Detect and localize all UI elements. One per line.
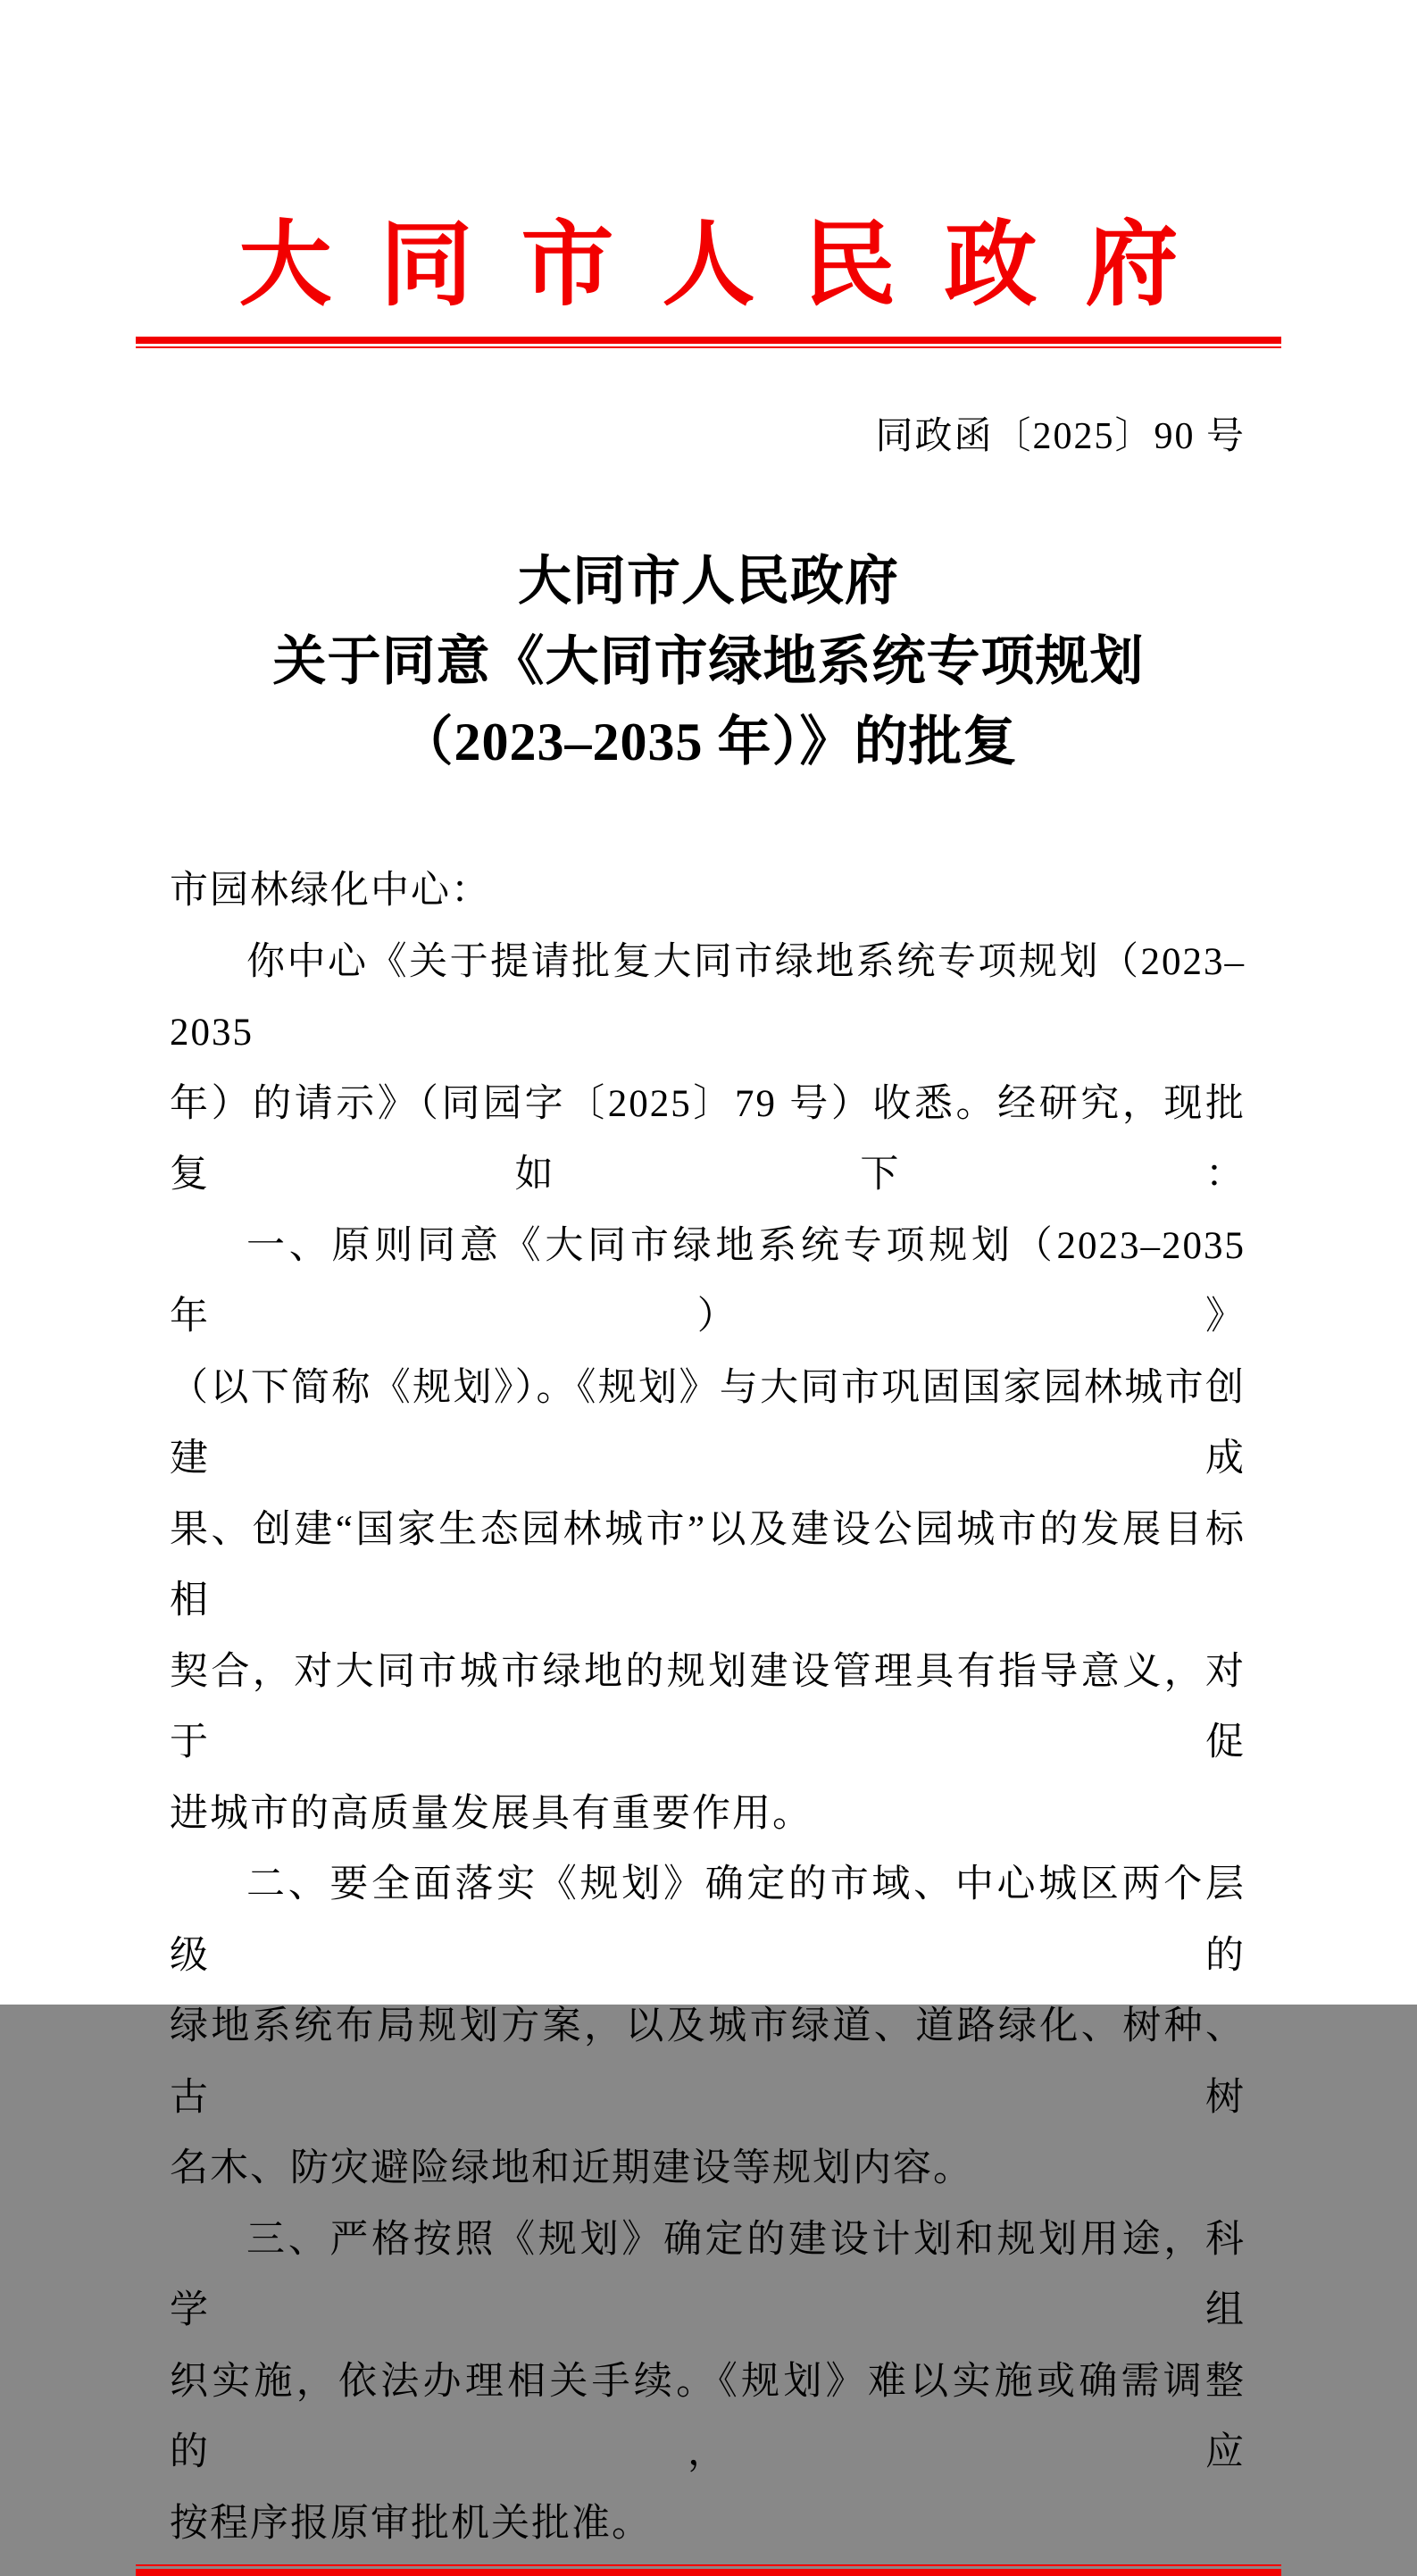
body-line: 进城市的高质量发展具有重要作用。 bbox=[170, 1792, 813, 1835]
document-body bbox=[170, 855, 1246, 2559]
body-line: 你中心《关于提请批复大同市绿地系统专项规划（2023–2035 bbox=[170, 940, 1246, 1054]
footer-divider bbox=[136, 2564, 1281, 2576]
body-line: 按程序报原审批机关批准。 bbox=[170, 2502, 652, 2545]
body-line: 契合，对大同市城市绿地的规划建设管理具有指导意义，对于促 bbox=[170, 1650, 1246, 1763]
body-line: 市园林绿化中心： bbox=[170, 870, 491, 912]
letterhead bbox=[0, 0, 1417, 317]
body-line: 一、原则同意《大同市绿地系统专项规划（2023–2035 年）》 bbox=[170, 1224, 1246, 1338]
letterhead-org-name: 大同市人民政府 bbox=[238, 214, 1227, 317]
header-divider bbox=[136, 337, 1281, 348]
title-line: 关于同意《大同市绿地系统专项规划 bbox=[272, 632, 1145, 691]
document-title bbox=[0, 541, 1417, 782]
body-line: 名木、防灾避险绿地和近期建设等规划内容。 bbox=[170, 2147, 973, 2189]
body-line: 织实施，依法办理相关手续。《规划》难以实施或确需调整的，应 bbox=[170, 2360, 1246, 2473]
title-line: （2023–2035 年）》的批复 bbox=[399, 713, 1018, 771]
body-line: 三、严格按照《规划》确定的建设计划和规划用途，科学组 bbox=[170, 2218, 1246, 2331]
footer-divider-thick-bar bbox=[136, 2569, 1281, 2576]
body-line: 绿地系统布局规划方案，以及城市绿道、道路绿化、树种、古树 bbox=[170, 2005, 1246, 2119]
body-line: 果、创建“国家生态园林城市”以及建设公园城市的发展目标相 bbox=[170, 1508, 1246, 1621]
body-line: 二、要全面落实《规划》确定的市域、中心城区两个层级的 bbox=[170, 1863, 1246, 1977]
header-divider-thin-bar bbox=[136, 346, 1281, 348]
document-number: 同政函〔2025〕90 号 bbox=[875, 416, 1246, 457]
title-line: 大同市人民政府 bbox=[518, 552, 899, 611]
footer-divider-thin-bar bbox=[136, 2564, 1281, 2566]
body-line: 年）的请示》（同园字〔2025〕79 号）收悉。经研究，现批复如下： bbox=[170, 1082, 1246, 1196]
body-line: （以下简称《规划》）。《规划》与大同市巩固国家园林城市创建成 bbox=[170, 1366, 1246, 1480]
header-divider-thick-bar bbox=[136, 337, 1281, 344]
